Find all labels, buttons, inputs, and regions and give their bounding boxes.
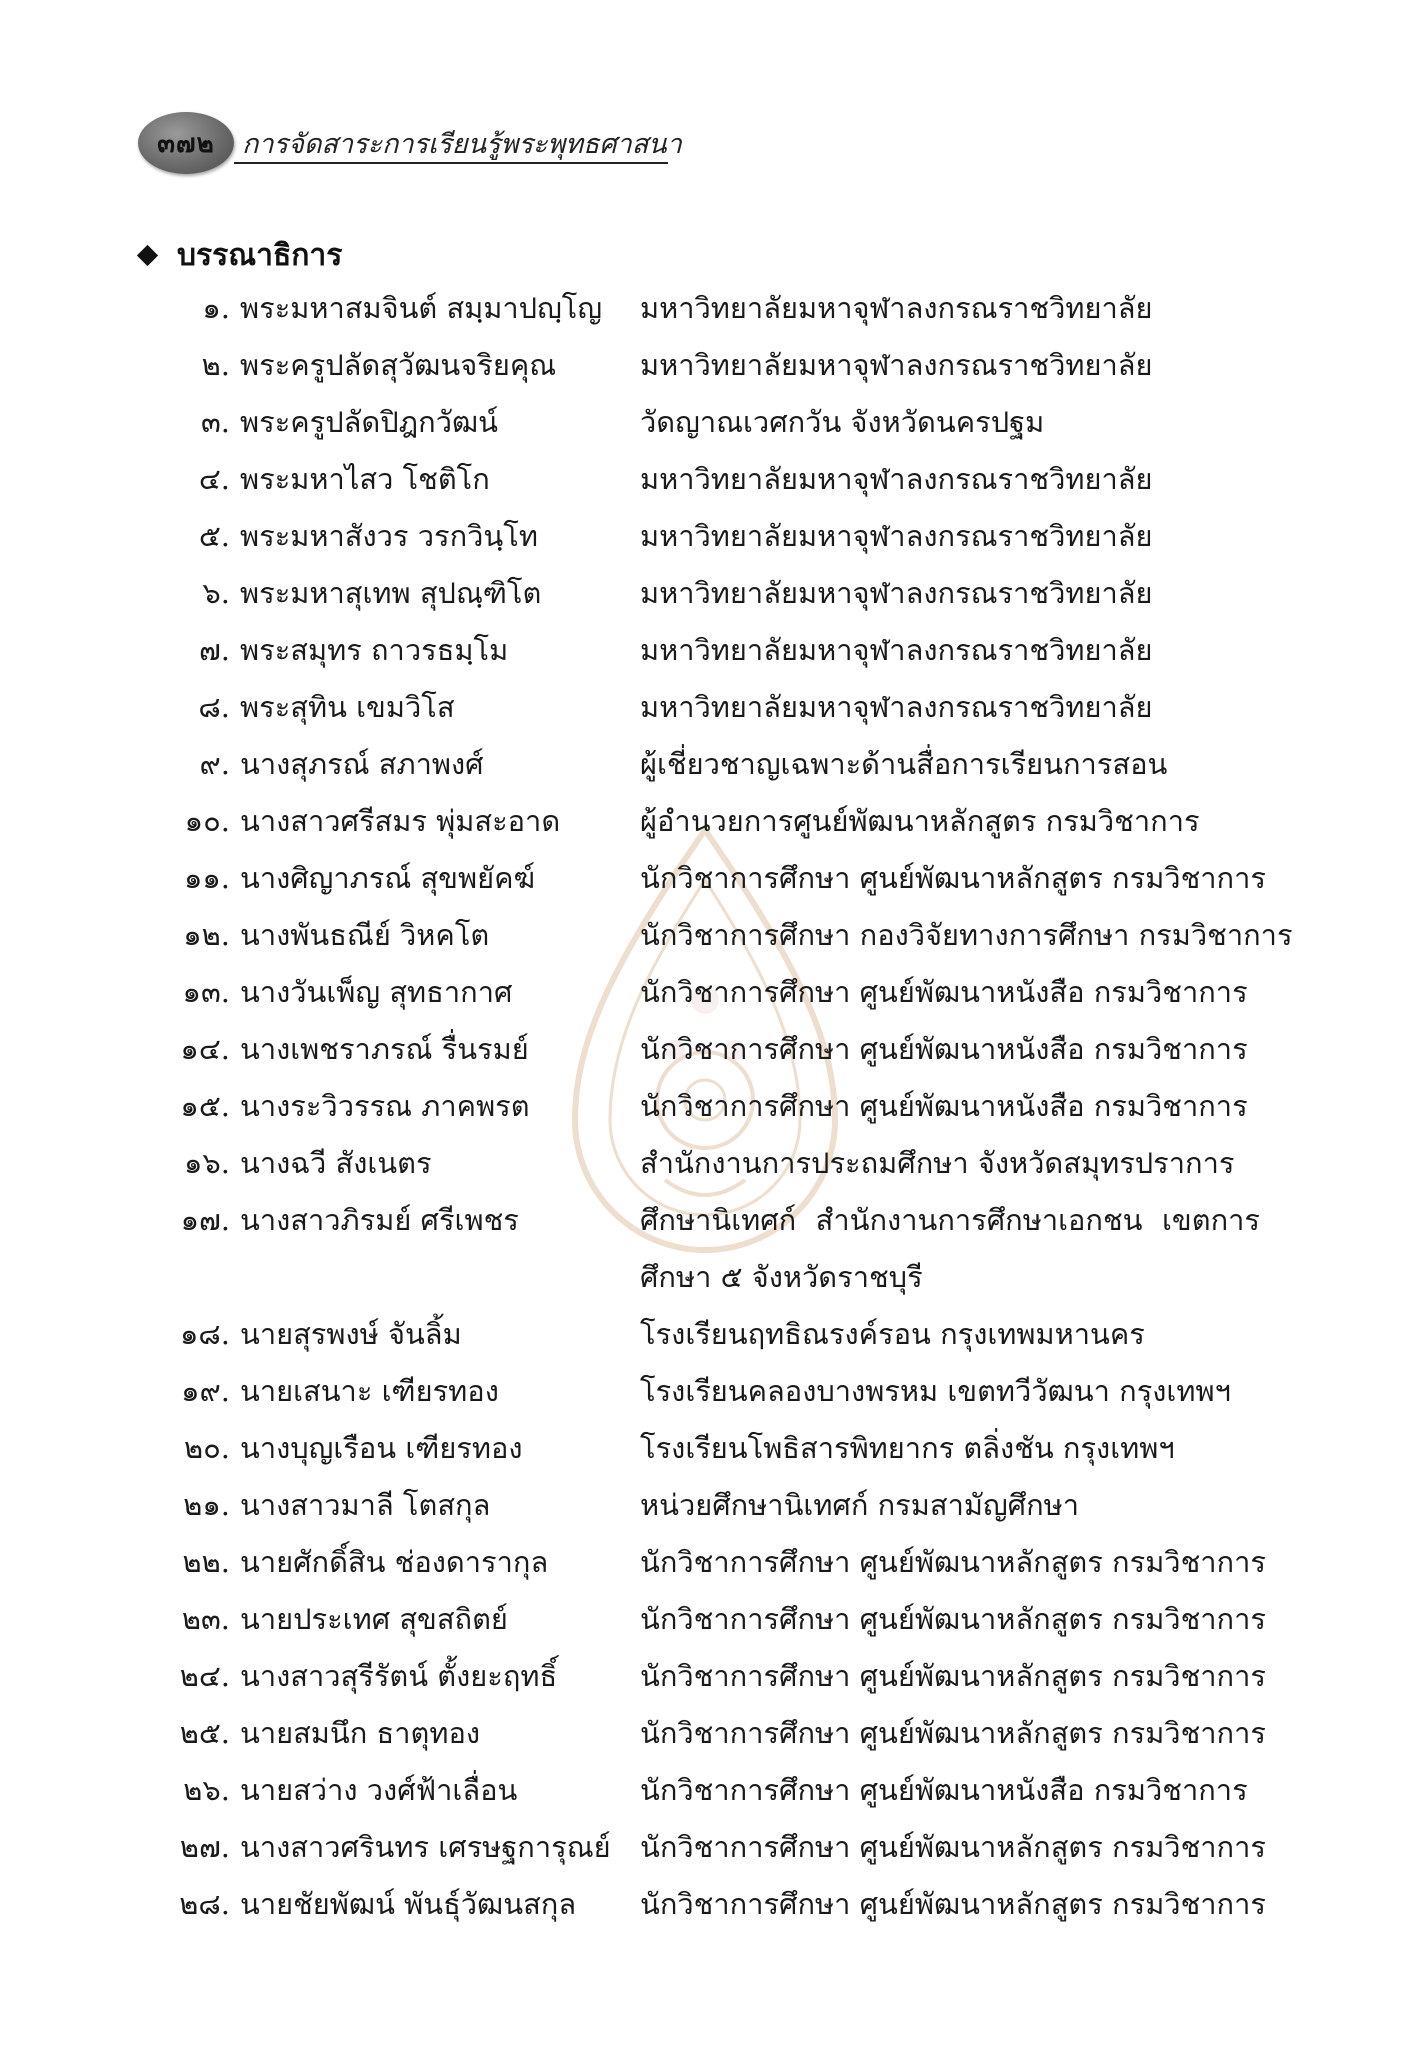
- list-item: [0, 402, 1414, 459]
- contributor-name: นางฉวี สังเนตร: [240, 1146, 432, 1180]
- contributor-affiliation: นักวิชาการศึกษา ศูนย์พัฒนาหนังสือ กรมวิชาการ: [640, 975, 1248, 1009]
- list-item: [0, 915, 1414, 972]
- contributor-affiliation: สำนักงานการประถมศึกษา จังหวัดสมุทรปราการ: [640, 1146, 1235, 1180]
- contributor-affiliation: มหาวิทยาลัยมหาจุฬาลงกรณราชวิทยาลัย: [640, 348, 1153, 382]
- contributor-affiliation: นักวิชาการศึกษา ศูนย์พัฒนาหนังสือ กรมวิชาการ: [640, 1032, 1248, 1066]
- contributor-name: พระครูปลัดสุวัฒนจริยคุณ: [240, 348, 557, 382]
- contributor-name: นางพันธณีย์ วิหคโต: [240, 918, 490, 952]
- contributor-affiliation: นักวิชาการศึกษา ศูนย์พัฒนาหลักสูตร กรมวิชาการ: [640, 1545, 1266, 1579]
- contributor-name: พระสุทิน เขมวิโส: [240, 690, 455, 724]
- item-number: ๖.: [202, 576, 230, 610]
- contributor-name: นายศักดิ์สิน ช่องดารากุล: [240, 1545, 549, 1579]
- item-number: ๑๓.: [182, 975, 230, 1009]
- item-number: ๒๐.: [183, 1431, 230, 1465]
- list-item: [0, 1884, 1414, 1941]
- header-rule: [234, 162, 668, 164]
- contributors-list: [0, 288, 1414, 1941]
- item-number: ๒.: [201, 348, 230, 382]
- list-item: [0, 744, 1414, 801]
- list-item: [0, 1200, 1414, 1314]
- contributor-affiliation: มหาวิทยาลัยมหาจุฬาลงกรณราชวิทยาลัย: [640, 462, 1153, 496]
- list-item: [0, 687, 1414, 744]
- item-number: ๑๑.: [183, 861, 230, 895]
- item-number: ๔.: [198, 462, 230, 496]
- contributor-name: พระมหาสังวร วรกวินฺโท: [240, 519, 538, 553]
- contributor-name: นางเพชราภรณ์ รื่นรมย์: [240, 1032, 529, 1066]
- item-number: ๑.: [202, 291, 230, 325]
- contributor-name: พระมหาสมจินต์ สมฺมาปญฺโญ: [240, 291, 603, 325]
- contributor-name: พระครูปลัดปิฎกวัฒน์: [240, 405, 498, 439]
- list-item: [0, 630, 1414, 687]
- list-item: [0, 288, 1414, 345]
- item-number: ๒๗.: [179, 1830, 230, 1864]
- section-heading: [140, 232, 342, 279]
- contributor-affiliation: นักวิชาการศึกษา ศูนย์พัฒนาหลักสูตร กรมวิชาการ: [640, 1716, 1266, 1750]
- contributor-affiliation: มหาวิทยาลัยมหาจุฬาลงกรณราชวิทยาลัย: [640, 576, 1153, 610]
- item-number: ๕.: [198, 519, 230, 553]
- contributor-affiliation: นักวิชาการศึกษา ศูนย์พัฒนาหลักสูตร กรมวิชาการ: [640, 1659, 1266, 1693]
- contributor-affiliation: โรงเรียนคลองบางพรหม เขตทวีวัฒนา กรุงเทพฯ: [640, 1374, 1231, 1408]
- list-item: [0, 1371, 1414, 1428]
- contributor-name: นางสาวศรีสมร พุ่มสะอาด: [240, 804, 561, 838]
- section-title: บรรณาธิการ: [177, 238, 343, 273]
- list-item: [0, 459, 1414, 516]
- contributor-affiliation: นักวิชาการศึกษา ศูนย์พัฒนาหลักสูตร กรมวิชาการ: [640, 1830, 1266, 1864]
- item-number: ๗.: [198, 633, 230, 667]
- list-item: [0, 516, 1414, 573]
- list-item: [0, 1827, 1414, 1884]
- item-number: ๑๕.: [180, 1089, 230, 1123]
- page-number: ๓๗๒: [157, 128, 215, 159]
- contributor-name: นายชัยพัฒน์ พันธุ์วัฒนสกุล: [240, 1887, 577, 1921]
- item-number: ๒๕.: [179, 1716, 230, 1750]
- list-item: [0, 573, 1414, 630]
- contributor-name: นางสาวมาลี โตสกุล: [240, 1488, 491, 1522]
- list-item: [0, 345, 1414, 402]
- contributor-name: นางบุญเรือน เฑียรทอง: [240, 1431, 523, 1465]
- list-item: [0, 1428, 1414, 1485]
- item-number: ๑๔.: [180, 1032, 230, 1066]
- contributor-affiliation: มหาวิทยาลัยมหาจุฬาลงกรณราชวิทยาลัย: [640, 519, 1153, 553]
- contributor-affiliation: ผู้เชี่ยวชาญเฉพาะด้านสื่อการเรียนการสอน: [640, 747, 1168, 781]
- page-header: [138, 112, 682, 174]
- contributor-affiliation: โรงเรียนฤทธิณรงค์รอน กรุงเทพมหานคร: [640, 1317, 1145, 1351]
- contributor-affiliation: นักวิชาการศึกษา ศูนย์พัฒนาหลักสูตร กรมวิชาการ: [640, 861, 1266, 895]
- item-number: ๑๖.: [183, 1146, 230, 1180]
- contributor-name: นางสาวภิรมย์ ศรีเพชร: [240, 1203, 519, 1237]
- contributor-name: นางศิญาภรณ์ สุขพยัคฆ์: [240, 861, 536, 895]
- contributor-name: นายสมนึก ธาตุทอง: [240, 1716, 481, 1750]
- list-item: [0, 858, 1414, 915]
- list-item: [0, 801, 1414, 858]
- contributor-name: นางระวิวรรณ ภาคพรต: [240, 1089, 530, 1123]
- contributor-affiliation: นักวิชาการศึกษา กองวิจัยทางการศึกษา กรมวิชาการ: [640, 918, 1293, 952]
- item-number: ๘.: [198, 690, 230, 724]
- contributor-affiliation: นักวิชาการศึกษา ศูนย์พัฒนาหลักสูตร กรมวิชาการ: [640, 1602, 1266, 1636]
- list-item: [0, 1713, 1414, 1770]
- list-item: [0, 1770, 1414, 1827]
- list-item: [0, 972, 1414, 1029]
- item-number: ๙.: [199, 747, 230, 781]
- contributor-name: นายสุรพงษ์ จันลิ้ม: [240, 1317, 462, 1351]
- list-item: [0, 1656, 1414, 1713]
- item-number: ๑๘.: [180, 1317, 230, 1351]
- contributor-affiliation: นักวิชาการศึกษา ศูนย์พัฒนาหลักสูตร กรมวิชาการ: [640, 1887, 1266, 1921]
- item-number: ๒๓.: [181, 1602, 230, 1636]
- contributor-affiliation: นักวิชาการศึกษา ศูนย์พัฒนาหนังสือ กรมวิชาการ: [640, 1773, 1248, 1807]
- contributor-affiliation: มหาวิทยาลัยมหาจุฬาลงกรณราชวิทยาลัย: [640, 291, 1153, 325]
- item-number: ๒๑.: [183, 1488, 230, 1522]
- list-item: [0, 1599, 1414, 1656]
- item-number: ๑๐.: [184, 804, 230, 838]
- contributor-name: นายสว่าง วงศ์ฟ้าเลื่อน: [240, 1773, 518, 1807]
- contributor-affiliation: ศึกษานิเทศก์ สำนักงานการศึกษาเอกชน เขตการศึกษา ๕ จังหวัดราชบุรี: [640, 1203, 1260, 1294]
- contributor-name: นางวันเพ็ญ สุทธากาศ: [240, 975, 513, 1009]
- list-item: [0, 1029, 1414, 1086]
- contributor-name: พระมหาสุเทพ สุปณฺฑิโต: [240, 576, 542, 610]
- contributor-name: พระมหาไสว โชติโก: [240, 462, 490, 496]
- list-item: [0, 1314, 1414, 1371]
- contributor-affiliation: ผู้อำนวยการศูนย์พัฒนาหลักสูตร กรมวิชาการ: [640, 804, 1200, 838]
- contributor-affiliation: โรงเรียนโพธิสารพิทยากร ตลิ่งชัน กรุงเทพฯ: [640, 1431, 1175, 1465]
- item-number: ๑๒.: [183, 918, 230, 952]
- contributor-name: นายประเทศ สุขสถิตย์: [240, 1602, 508, 1636]
- item-number: ๒๔.: [179, 1659, 230, 1693]
- list-item: [0, 1086, 1414, 1143]
- contributor-name: นางสุภรณ์ สภาพงศ์: [240, 747, 484, 781]
- list-item: [0, 1485, 1414, 1542]
- item-number: ๑๗.: [180, 1203, 230, 1237]
- contributor-affiliation: มหาวิทยาลัยมหาจุฬาลงกรณราชวิทยาลัย: [640, 633, 1153, 667]
- contributor-affiliation: วัดญาณเวศกวัน จังหวัดนครปฐม: [640, 405, 1045, 439]
- contributor-name: นางสาวสุรีรัตน์ ตั้งยะฤทธิ์: [240, 1659, 558, 1693]
- diamond-bullet-icon: [137, 245, 158, 266]
- running-title: การจัดสาระการเรียนรู้พระพุทธศาสนา: [242, 129, 682, 160]
- contributor-name: นางสาวศรินทร เศรษฐการุณย์: [240, 1830, 611, 1864]
- contributor-affiliation: หน่วยศึกษานิเทศก์ กรมสามัญศึกษา: [640, 1488, 1080, 1522]
- contributor-affiliation: นักวิชาการศึกษา ศูนย์พัฒนาหนังสือ กรมวิชาการ: [640, 1089, 1248, 1123]
- item-number: ๒๖.: [183, 1773, 230, 1807]
- contributor-name: นายเสนาะ เฑียรทอง: [240, 1374, 499, 1408]
- item-number: ๑๙.: [181, 1374, 230, 1408]
- contributor-affiliation: มหาวิทยาลัยมหาจุฬาลงกรณราชวิทยาลัย: [640, 690, 1153, 724]
- item-number: ๓.: [200, 405, 230, 439]
- item-number: ๒๒.: [182, 1545, 230, 1579]
- contributor-name: พระสมุทร ถาวรธมฺโม: [240, 633, 509, 667]
- page-number-badge: [138, 112, 234, 174]
- item-number: ๒๘.: [179, 1887, 230, 1921]
- list-item: [0, 1542, 1414, 1599]
